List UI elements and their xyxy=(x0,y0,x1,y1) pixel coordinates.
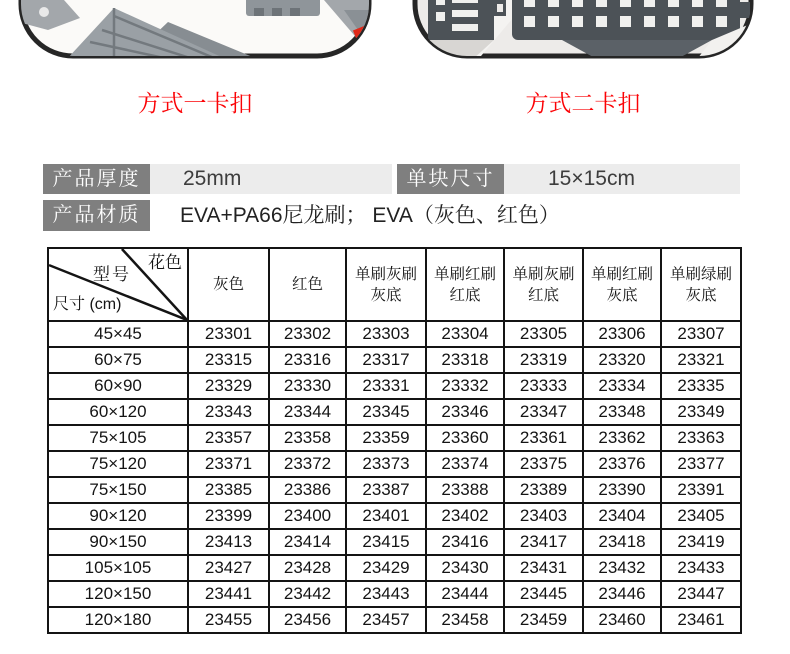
model-cell: 23401 xyxy=(346,503,426,529)
model-cell: 23399 xyxy=(188,503,269,529)
model-cell: 23444 xyxy=(426,581,504,607)
column-header xyxy=(504,248,583,321)
model-cell: 23362 xyxy=(583,425,661,451)
model-cell: 23343 xyxy=(188,399,269,425)
model-number-table xyxy=(47,247,742,634)
model-cell: 23360 xyxy=(426,425,504,451)
model-cell: 23427 xyxy=(188,555,269,581)
photo-caption-method-2: 方式二卡扣 xyxy=(525,90,641,116)
size-cell: 60×120 xyxy=(48,399,188,425)
spec-label-unit-size: 单块尺寸 xyxy=(397,164,504,194)
model-cell: 23346 xyxy=(426,399,504,425)
model-cell: 23430 xyxy=(426,555,504,581)
model-cell: 23387 xyxy=(346,477,426,503)
size-cell: 90×120 xyxy=(48,503,188,529)
column-header-line1: 单刷红刷 xyxy=(433,265,496,283)
model-cell: 23305 xyxy=(504,321,583,347)
product-photo-method-1 xyxy=(18,0,372,63)
model-cell: 23441 xyxy=(188,581,269,607)
model-cell: 23316 xyxy=(269,347,346,373)
model-cell: 23429 xyxy=(346,555,426,581)
model-cell: 23419 xyxy=(661,529,741,555)
spec-value-thickness: 25mm xyxy=(150,164,392,194)
model-cell: 23303 xyxy=(346,321,426,347)
model-cell: 23414 xyxy=(269,529,346,555)
column-header-line1: 单刷绿刷 xyxy=(669,265,732,283)
table-row xyxy=(48,503,741,529)
model-cell: 23415 xyxy=(346,529,426,555)
model-cell: 23385 xyxy=(188,477,269,503)
table-row xyxy=(48,451,741,477)
model-cell: 23348 xyxy=(583,399,661,425)
model-cell: 23333 xyxy=(504,373,583,399)
model-cell: 23344 xyxy=(269,399,346,425)
column-header xyxy=(188,248,269,321)
model-cell: 23329 xyxy=(188,373,269,399)
table-body xyxy=(48,321,741,633)
spec-label-material: 产品材质 xyxy=(43,200,150,231)
column-header xyxy=(426,248,504,321)
model-cell: 23455 xyxy=(188,607,269,633)
model-cell: 23331 xyxy=(346,373,426,399)
size-cell: 120×150 xyxy=(48,581,188,607)
model-cell: 23347 xyxy=(504,399,583,425)
column-header-line1: 单刷灰刷 xyxy=(354,265,417,283)
model-cell: 23374 xyxy=(426,451,504,477)
model-cell: 23456 xyxy=(269,607,346,633)
model-cell: 23315 xyxy=(188,347,269,373)
model-cell: 23302 xyxy=(269,321,346,347)
model-cell: 23373 xyxy=(346,451,426,477)
table-row xyxy=(48,347,741,373)
model-cell: 23400 xyxy=(269,503,346,529)
model-cell: 23402 xyxy=(426,503,504,529)
table-row xyxy=(48,399,741,425)
model-cell: 23361 xyxy=(504,425,583,451)
model-cell: 23335 xyxy=(661,373,741,399)
spec-value-material: EVA+PA66尼龙刷； EVA（灰色、红色） xyxy=(180,204,560,227)
model-cell: 23446 xyxy=(583,581,661,607)
table-row xyxy=(48,477,741,503)
size-cell: 105×105 xyxy=(48,555,188,581)
model-cell: 23404 xyxy=(583,503,661,529)
model-cell: 23445 xyxy=(504,581,583,607)
model-cell: 23433 xyxy=(661,555,741,581)
model-cell: 23377 xyxy=(661,451,741,477)
model-cell: 23447 xyxy=(661,581,741,607)
column-header xyxy=(269,248,346,321)
table-row xyxy=(48,321,741,347)
model-cell: 23458 xyxy=(426,607,504,633)
model-cell: 23371 xyxy=(188,451,269,477)
model-cell: 23403 xyxy=(504,503,583,529)
spec-label-thickness: 产品厚度 xyxy=(43,164,150,194)
model-cell: 23349 xyxy=(661,399,741,425)
column-header-line1: 红色 xyxy=(291,276,323,293)
model-cell: 23320 xyxy=(583,347,661,373)
corner-label-size: 尺寸 (cm) xyxy=(53,296,122,313)
table-row xyxy=(48,555,741,581)
column-header-line2: 灰底 xyxy=(370,286,402,304)
mat-stack-illustration xyxy=(18,0,372,63)
column-header xyxy=(583,248,661,321)
table-header-row xyxy=(48,248,741,321)
column-header-line2: 灰底 xyxy=(606,286,638,304)
model-cell: 23306 xyxy=(583,321,661,347)
model-cell: 23363 xyxy=(661,425,741,451)
table-row xyxy=(48,581,741,607)
model-cell: 23375 xyxy=(504,451,583,477)
model-cell: 23389 xyxy=(504,477,583,503)
table-row xyxy=(48,373,741,399)
model-cell: 23390 xyxy=(583,477,661,503)
model-cell: 23317 xyxy=(346,347,426,373)
model-cell: 23416 xyxy=(426,529,504,555)
size-cell: 75×150 xyxy=(48,477,188,503)
model-cell: 23318 xyxy=(426,347,504,373)
model-cell: 23443 xyxy=(346,581,426,607)
table-row xyxy=(48,529,741,555)
size-cell: 45×45 xyxy=(48,321,188,347)
table-corner-cell xyxy=(48,248,188,321)
size-cell: 75×120 xyxy=(48,451,188,477)
photo-caption-method-1: 方式一卡扣 xyxy=(137,90,253,116)
model-cell: 23428 xyxy=(269,555,346,581)
size-cell: 120×180 xyxy=(48,607,188,633)
model-cell: 23321 xyxy=(661,347,741,373)
model-cell: 23413 xyxy=(188,529,269,555)
model-cell: 23432 xyxy=(583,555,661,581)
column-header-line2: 红底 xyxy=(527,286,559,304)
model-cell: 23442 xyxy=(269,581,346,607)
corner-label-model: 型号 xyxy=(93,265,131,284)
model-cell: 23457 xyxy=(346,607,426,633)
model-cell: 23332 xyxy=(426,373,504,399)
size-cell: 60×75 xyxy=(48,347,188,373)
model-cell: 23460 xyxy=(583,607,661,633)
model-cell: 23459 xyxy=(504,607,583,633)
column-header xyxy=(661,248,741,321)
column-header-line2: 红底 xyxy=(449,286,481,304)
mat-edge-connector-illustration xyxy=(412,0,754,63)
model-cell: 23304 xyxy=(426,321,504,347)
model-cell: 23461 xyxy=(661,607,741,633)
model-cell: 23357 xyxy=(188,425,269,451)
column-header xyxy=(346,248,426,321)
model-cell: 23359 xyxy=(346,425,426,451)
model-cell: 23405 xyxy=(661,503,741,529)
model-cell: 23330 xyxy=(269,373,346,399)
model-cell: 23431 xyxy=(504,555,583,581)
column-header-line2: 灰底 xyxy=(685,286,717,304)
model-cell: 23391 xyxy=(661,477,741,503)
size-cell: 75×105 xyxy=(48,425,188,451)
model-cell: 23307 xyxy=(661,321,741,347)
model-cell: 23334 xyxy=(583,373,661,399)
column-header-line1: 灰色 xyxy=(212,276,244,293)
size-cell: 60×90 xyxy=(48,373,188,399)
model-cell: 23388 xyxy=(426,477,504,503)
model-cell: 23319 xyxy=(504,347,583,373)
model-cell: 23358 xyxy=(269,425,346,451)
spec-value-unit-size: 15×15cm xyxy=(504,164,740,194)
column-header-line1: 单刷红刷 xyxy=(590,265,653,283)
model-cell: 23417 xyxy=(504,529,583,555)
table-row xyxy=(48,607,741,633)
corner-label-pattern: 花色 xyxy=(148,253,182,272)
model-cell: 23372 xyxy=(269,451,346,477)
column-header-line1: 单刷灰刷 xyxy=(512,265,575,283)
model-cell: 23345 xyxy=(346,399,426,425)
product-photo-method-2 xyxy=(412,0,754,63)
model-cell: 23376 xyxy=(583,451,661,477)
table-row xyxy=(48,425,741,451)
model-cell: 23301 xyxy=(188,321,269,347)
model-cell: 23386 xyxy=(269,477,346,503)
model-cell: 23418 xyxy=(583,529,661,555)
size-cell: 90×150 xyxy=(48,529,188,555)
